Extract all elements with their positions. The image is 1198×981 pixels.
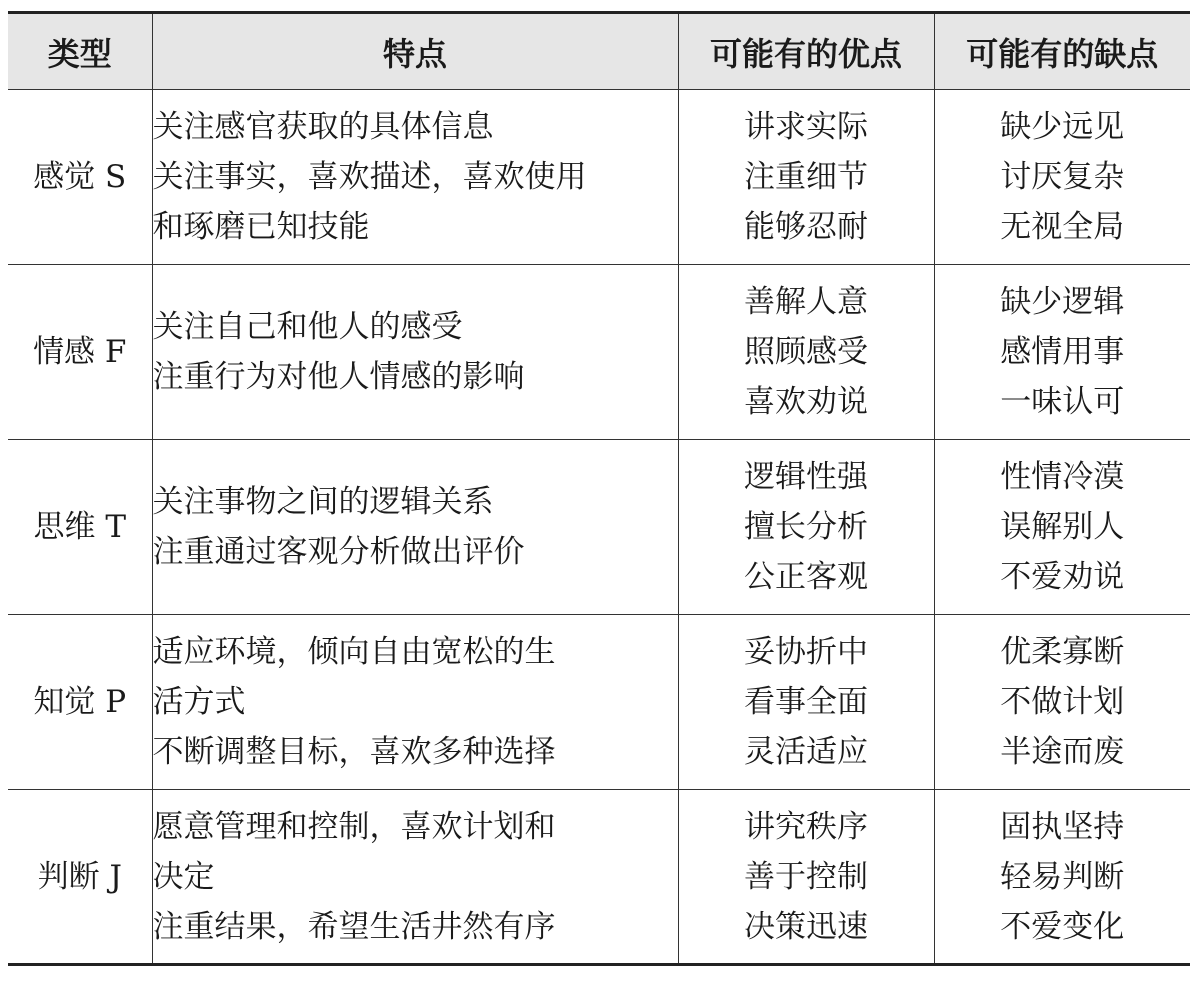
type-cell: 感觉 S <box>8 90 152 265</box>
pros-cell <box>678 615 934 790</box>
header-row <box>8 13 1190 90</box>
type-cell: 判断 J <box>8 790 152 965</box>
pros-cell <box>678 440 934 615</box>
trait-line: 关注事物之间的逻辑关系 <box>152 484 494 520</box>
con-item: 不爱变化 <box>1000 908 1125 945</box>
con-item: 固执坚持 <box>1000 808 1125 845</box>
trait-line: 关注自己和他人的感受 <box>152 309 463 345</box>
pro-item: 讲究秩序 <box>744 808 868 845</box>
header-cons: 可能有的缺点 <box>934 13 1190 90</box>
table-row <box>8 90 1190 265</box>
traits-cell <box>152 90 678 265</box>
pro-item: 讲求实际 <box>744 109 868 145</box>
header-traits: 特点 <box>152 13 678 90</box>
con-item: 缺少远见 <box>1000 109 1125 145</box>
pro-item: 公正客观 <box>744 559 868 595</box>
pros-cell <box>678 790 934 965</box>
pro-item: 灵活适应 <box>744 734 868 770</box>
trait-line: 不断调整目标，喜欢多种选择 <box>152 734 556 770</box>
con-item: 半途而废 <box>1000 734 1125 770</box>
type-cell: 知觉 P <box>8 615 152 790</box>
traits-cell <box>152 615 678 790</box>
traits-cell <box>152 440 678 615</box>
header-pros: 可能有的优点 <box>678 13 934 90</box>
pro-item: 擅长分析 <box>744 509 868 545</box>
traits-cell <box>152 265 678 440</box>
personality-type-table-container <box>8 11 1190 966</box>
con-item: 不做计划 <box>1000 684 1125 720</box>
trait-line: 决定 <box>152 858 215 895</box>
cons-cell <box>934 265 1190 440</box>
trait-line: 和琢磨已知技能 <box>152 209 370 245</box>
type-cell: 情感 F <box>8 265 152 440</box>
trait-line: 注重行为对他人情感的影响 <box>152 359 525 395</box>
con-item: 不爱劝说 <box>1000 559 1125 595</box>
cons-cell <box>934 790 1190 965</box>
pro-item: 逻辑性强 <box>744 459 868 495</box>
cons-cell <box>934 90 1190 265</box>
cons-cell <box>934 615 1190 790</box>
trait-line: 注重结果，希望生活井然有序 <box>152 908 556 945</box>
pro-item: 看事全面 <box>744 684 868 720</box>
con-item: 无视全局 <box>1000 209 1125 245</box>
pro-item: 决策迅速 <box>744 908 868 945</box>
traits-cell <box>152 790 678 965</box>
pros-cell <box>678 90 934 265</box>
trait-line: 适应环境，倾向自由宽松的生 <box>152 634 556 670</box>
trait-line: 注重通过客观分析做出评价 <box>152 534 525 570</box>
con-item: 性情冷漠 <box>1000 459 1125 495</box>
table-row <box>8 440 1190 615</box>
trait-line: 关注事实，喜欢描述，喜欢使用 <box>152 159 587 195</box>
pro-item: 喜欢劝说 <box>744 384 868 420</box>
trait-line: 关注感官获取的具体信息 <box>152 109 494 145</box>
pros-cell <box>678 265 934 440</box>
cons-cell <box>934 440 1190 615</box>
con-item: 讨厌复杂 <box>1000 159 1125 195</box>
personality-type-table <box>8 11 1190 966</box>
con-item: 感情用事 <box>1000 334 1125 370</box>
type-cell: 思维 T <box>8 440 152 615</box>
trait-line: 活方式 <box>152 684 246 720</box>
pro-item: 善于控制 <box>744 858 868 895</box>
con-item: 一味认可 <box>1000 384 1125 420</box>
pro-item: 善解人意 <box>744 284 868 320</box>
table-row <box>8 790 1190 965</box>
table-row <box>8 265 1190 440</box>
con-item: 优柔寡断 <box>1000 634 1125 670</box>
con-item: 缺少逻辑 <box>1000 284 1125 320</box>
table-row <box>8 615 1190 790</box>
header-type: 类型 <box>8 13 152 90</box>
con-item: 轻易判断 <box>1000 858 1125 895</box>
trait-line: 愿意管理和控制，喜欢计划和 <box>152 808 556 845</box>
pro-item: 照顾感受 <box>744 334 868 370</box>
pro-item: 注重细节 <box>744 159 868 195</box>
pro-item: 能够忍耐 <box>744 209 868 245</box>
pro-item: 妥协折中 <box>744 634 868 670</box>
con-item: 误解别人 <box>1000 509 1125 545</box>
